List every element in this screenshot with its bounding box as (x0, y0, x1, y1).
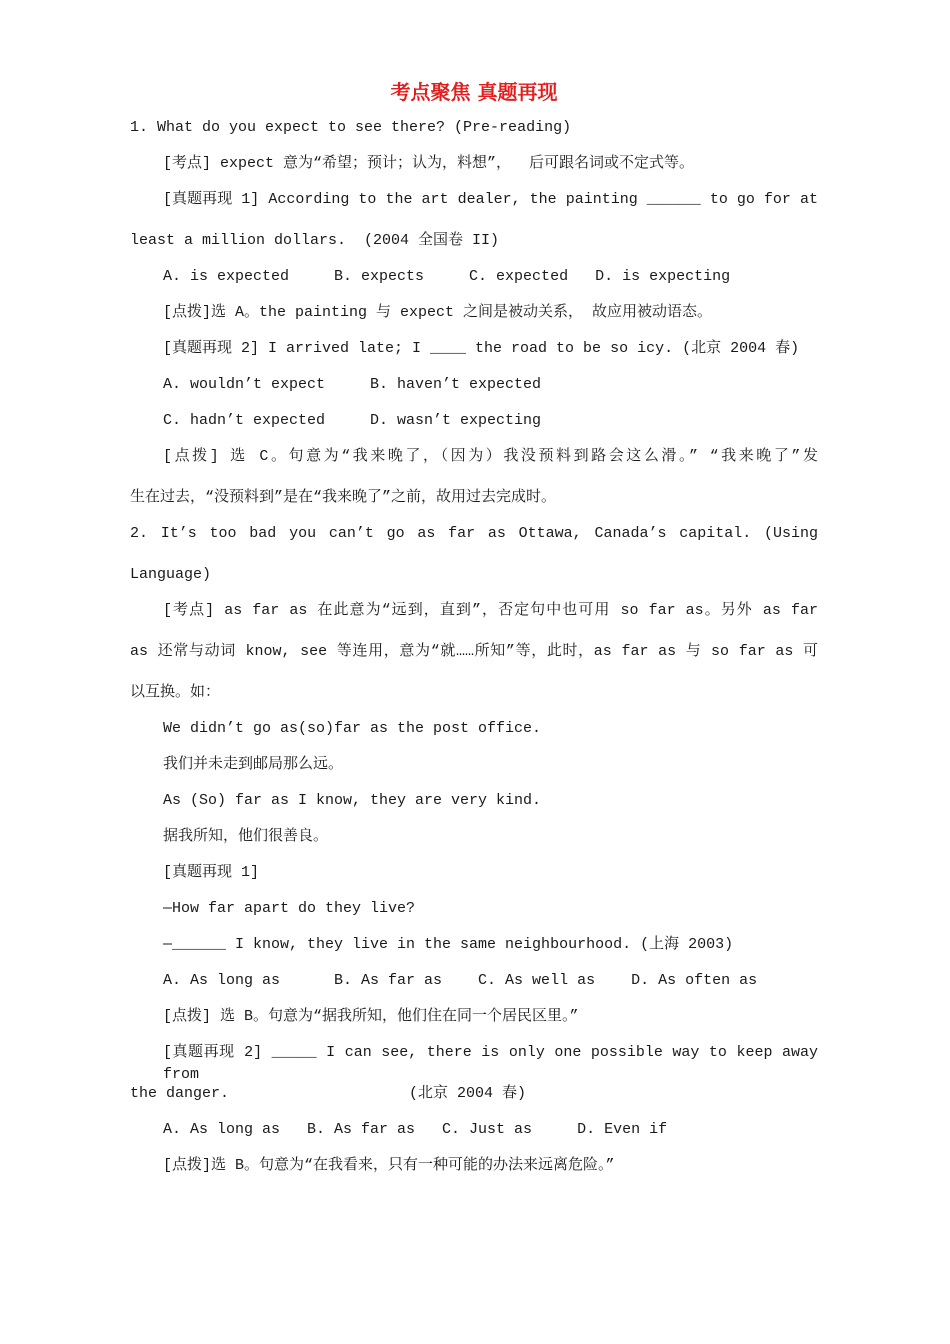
text-line: [考点] expect 意为“希望；预计；认为，料想”， 后可跟名词或不定式等。 (163, 155, 695, 172)
text-line: Language) (130, 566, 212, 583)
text-line: [点拨]选 B。句意为“在我看来，只有一种可能的办法来远离危险。” (163, 1157, 615, 1174)
text-line: A. As long as B. As far as C. As well as D. As often as (163, 972, 758, 989)
text-line: A. wouldn’t expect B. haven’t expected (163, 376, 542, 393)
text-line: A. is expected B. expects C. expected D. is expecting (163, 268, 731, 285)
text-line: 1. What do you expect to see there? (Pre-reading) (130, 119, 572, 136)
text-line: As (So) far as I know, they are very kind. (163, 792, 542, 809)
text-line: 据我所知，他们很善良。 (163, 828, 329, 845)
text-line: [真题再现 2] I arrived late; I ____ the road to be so icy. (北京 2004 春) (163, 340, 800, 357)
text-line: [点拨] 选 C。句意为“我来晚了，（因为）我没预料到路会这么滑。” “我来晚了”发 (163, 448, 818, 465)
text-line: [考点] as far as 在此意为“远到，直到”，否定句中也可用 so far as。另外 as far (163, 602, 818, 619)
text-line: [点拨]选 A。the painting 与 expect 之间是被动关系， 故应用被动语态。 (163, 304, 713, 321)
text-line: the danger. (北京 2004 春) (130, 1085, 527, 1102)
text-line: A. As long as B. As far as C. Just as D. Even if (163, 1121, 668, 1138)
text-line: [真题再现 1] (163, 864, 260, 881)
text-line: 我们并未走到邮局那么远。 (163, 756, 344, 773)
text-line: 生在过去，“没预料到”是在“我来晚了”之前，故用过去完成时。 (130, 489, 557, 506)
text-line: —How far apart do they live? (163, 900, 416, 917)
text-line: We didn’t go as(so)far as the post office. (163, 720, 542, 737)
text-line: [真题再现 1] According to the art dealer, the painting ______ to go for at (163, 191, 818, 208)
page-title: 考点聚焦 真题再现 (390, 80, 558, 104)
text-line: least a million dollars. (2004 全国卷 II) (130, 232, 500, 249)
text-line: C. hadn’t expected D. wasn’t expecting (163, 412, 542, 429)
text-line: 以互换。如： (130, 684, 221, 701)
text-line: —______ I know, they live in the same neighbourhood. (上海 2003) (163, 936, 734, 953)
text-line: 2. It’s too bad you can’t go as far as Ottawa, Canada’s capital. (Using (130, 525, 818, 542)
text-line: [点拨] 选 B。句意为“据我所知，他们住在同一个居民区里。” (163, 1008, 579, 1025)
text-line: as 还常与动词 know, see 等连用，意为“就……所知”等，此时，as far as 与 so far as 可 (130, 643, 818, 660)
text-line: [真题再现 2] _____ I can see, there is only one possible way to keep away from (163, 1044, 818, 1083)
